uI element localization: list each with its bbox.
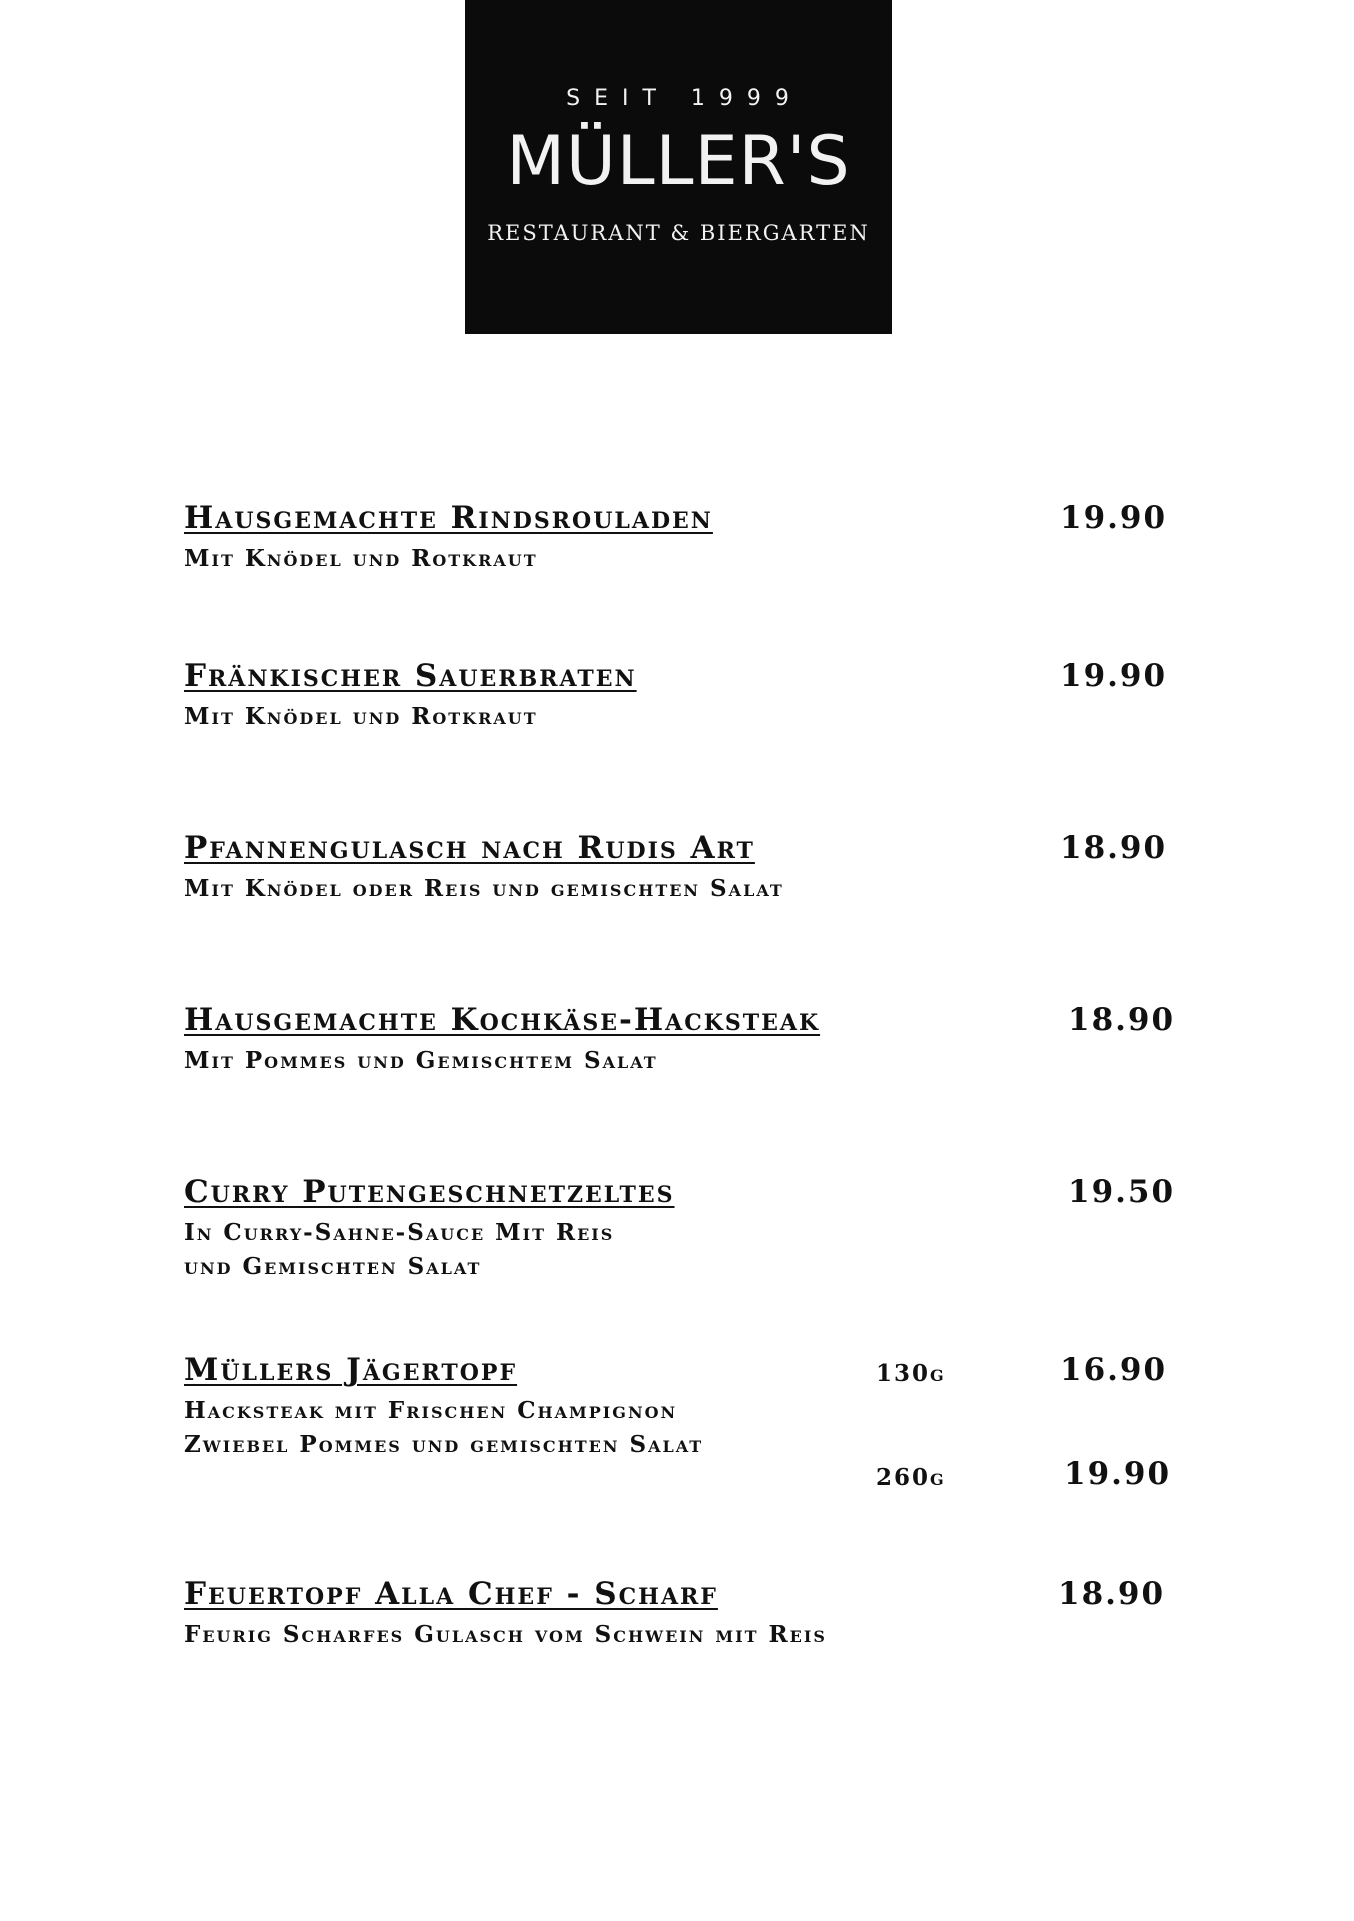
menu-item [184, 1352, 1194, 1502]
menu-item-price: 18.90 [1058, 1576, 1166, 1612]
logo-name: MÜLLER'S [506, 122, 851, 201]
menu-item-title: Pfannengulasch nach Rudis Art [184, 830, 755, 866]
menu-item-title: Feuertopf Alla Chef - Scharf [184, 1576, 718, 1612]
menu-item-weight: 260g [876, 1464, 946, 1491]
menu-item-description: Zwiebel Pommes und gemischten Salat [184, 1431, 704, 1458]
menu-item-description: In Curry-Sahne-Sauce Mit Reis [184, 1219, 615, 1246]
menu-item [184, 1576, 1194, 1652]
menu-item-title: Müllers Jägertopf [184, 1352, 518, 1388]
menu-item-price: 16.90 [1060, 1352, 1168, 1388]
menu-item-price: 19.90 [1060, 658, 1168, 694]
menu-item [184, 830, 1194, 906]
menu-item-price: 19.50 [1068, 1174, 1176, 1210]
menu-item-title: Fränkischer Sauerbraten [184, 658, 637, 694]
restaurant-logo [465, 0, 892, 334]
menu-item-price: 18.90 [1068, 1002, 1176, 1038]
menu-item-description: Mit Knödel und Rotkraut [184, 545, 538, 572]
menu-item-price: 19.90 [1064, 1456, 1172, 1492]
menu-item-description: Mit Pommes und Gemischtem Salat [184, 1047, 658, 1074]
menu-item-description: Mit Knödel und Rotkraut [184, 703, 538, 730]
menu-item-description: Hacksteak mit Frischen Champignon [184, 1397, 678, 1424]
menu-item-description: Mit Knödel oder Reis und gemischten Salat [184, 875, 784, 902]
menu-item-description: und Gemischten Salat [184, 1253, 482, 1280]
menu-item-title: Hausgemachte Kochkäse-Hacksteak [184, 1002, 821, 1038]
menu-item-price: 18.90 [1060, 830, 1168, 866]
menu-item [184, 1002, 1194, 1078]
menu-item-weight: 130g [876, 1360, 946, 1387]
logo-since: SEIT 1999 [566, 86, 803, 111]
menu-item [184, 1174, 1194, 1284]
menu-item-title: Hausgemachte Rindsrouladen [184, 500, 713, 536]
menu-item [184, 658, 1194, 734]
menu-item-title: Curry Putengeschnetzeltes [184, 1174, 675, 1210]
menu-item [184, 500, 1194, 576]
logo-subtitle: RESTAURANT & BIERGARTEN [487, 221, 870, 245]
menu-item-description: Feurig Scharfes Gulasch vom Schwein mit Reis [184, 1621, 827, 1648]
menu-item-price: 19.90 [1060, 500, 1168, 536]
